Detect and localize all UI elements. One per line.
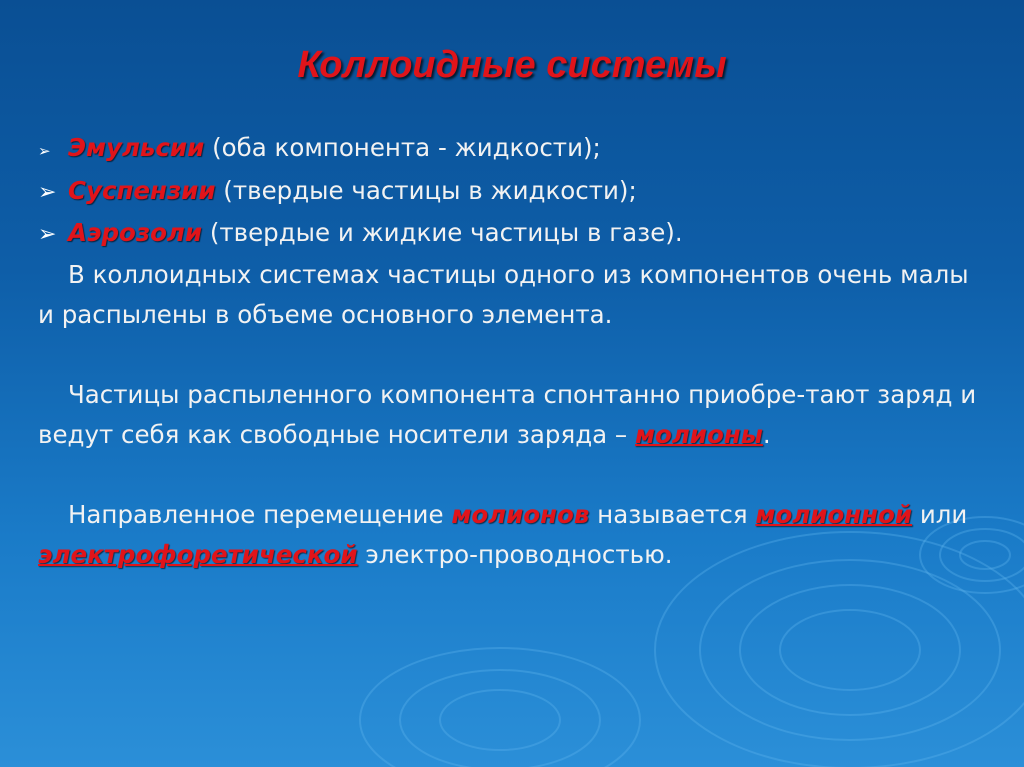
bullet-item-suspensions [38,171,988,213]
term-molion: молионной [755,500,913,529]
paragraph-text: Частицы распыленного компонента спонтанно приобре-тают заряд и ведут себя как свободные носители заряда – [38,380,977,449]
slide-content [38,128,988,575]
bullet-item-emulsions [38,128,988,171]
term-electrophoretic: электрофоретической [38,540,358,569]
bullet-item-aerosols [38,213,988,255]
paragraph-text: называется [589,500,756,529]
paragraph-text: электро-проводностью. [357,540,673,569]
term-molions: молионы [634,420,763,449]
bullet-text: (твердые и жидкие частицы в газе). [202,218,683,247]
term-aerosols: Аэрозоли [68,218,203,247]
term-suspensions: Суспензии [68,176,216,205]
slide-title: Коллоидные системы [297,44,727,86]
term-molions-genitive: молионов [451,500,590,529]
arrow-bullet-icon: ➢ [38,180,57,205]
term-emulsions: Эмульсии [68,133,205,162]
paragraph-text: Направленное перемещение [68,500,452,529]
paragraph-colloid-description: В коллоидных системах частицы одного из компонентов очень малы и распылены в объеме основного элемента. [38,260,969,329]
paragraph-end: . [762,420,771,449]
bullet-text: (твердые частицы в жидкости); [215,176,637,205]
arrow-bullet-icon: ➢ [38,142,51,160]
paragraph-text: или [912,500,968,529]
bullet-text: (оба компонента - жидкости); [204,133,601,162]
paragraph-conductivity [38,495,988,575]
paragraph-molions [38,375,988,455]
arrow-bullet-icon: ➢ [38,222,57,247]
